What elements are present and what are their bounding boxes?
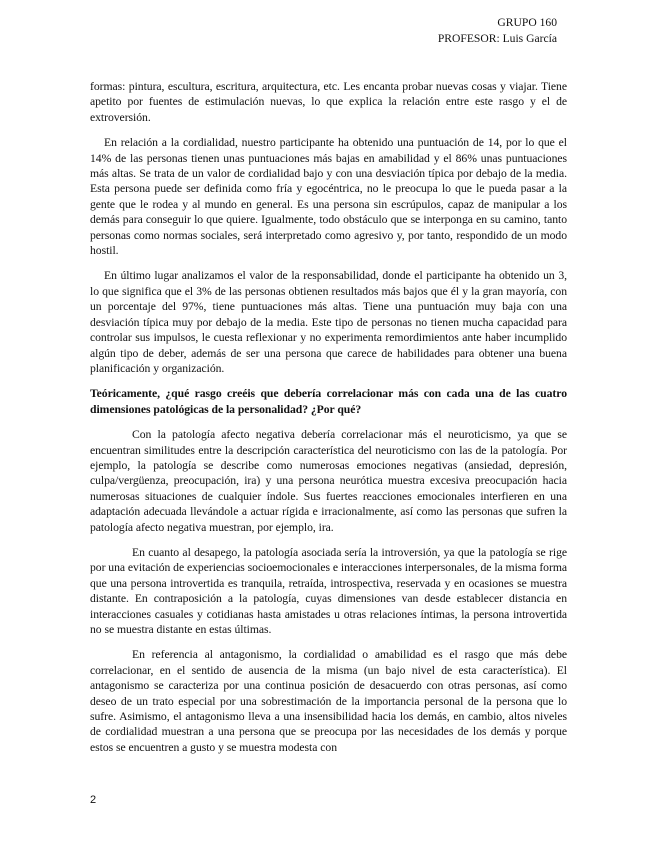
page-header xyxy=(438,15,557,47)
page-number: 2 xyxy=(90,794,97,806)
document-body xyxy=(90,79,567,755)
paragraph-negative-affect: Con la patología afecto negativa debería correlacionar más el neuroticismo, ya que se encuentran similitudes entre la descripción característica del neuroticismo con las de la patología. Por ejemplo, la patología se describe como numerosas emociones negativas (ansiedad, depresión, culpa/vergüenza, preocupación, ira) y una persona neurótica muestra excesiva preocupación hacia numerosas situaciones de cualquier índole. Sus fuertes reacciones emocionales interfieren en una adaptación adecuada llevándole a actuar rígida e irracionalmente, así como las personas que sufren la patología afecto negativa muestran, por ejemplo, ira. xyxy=(90,428,567,534)
professor-label: PROFESOR: Luis García xyxy=(437,32,557,45)
paragraph-antagonism: En referencia al antagonismo, la cordialidad o amabilidad es el rasgo que más debe correlacionar, en el sentido de ausencia de la misma (un bajo nivel de esta característica). El antagonismo se caracteriza por una continua posición de desacuerdo con otras personas, así como deseo de un trato especial por una sobrestimación de la importancia personal de la persona que lo sufre. Asimismo, el antagonismo lleva a una insensibilidad hacia los demás, en cambio, altos niveles de cordialidad muestran a una persona que se preocupa por las necesidades de los demás y porque estos se encuentren a gusto y se muestra modesta con xyxy=(90,648,567,754)
paragraph-responsibility: En último lugar analizamos el valor de la responsabilidad, donde el participante ha obtenido un 3, lo que significa que el 3% de las personas obtienen resultados más bajos que él y la gran mayoría, con un porcentaje del 97%, tiene puntuaciones más altas. Tiene una puntuación muy baja con una desviación típica muy por debajo de la media. Este tipo de personas no tienen mucha capacidad para controlar sus impulsos, le cuesta reflexionar y no experimenta remordimientos ante haber incumplido algún tipo de deber, además de ser una persona que carece de habilidades para obtener una buena planificación y organización. xyxy=(90,269,567,375)
paragraph-openness-continued: formas: pintura, escultura, escritura, arquitectura, etc. Les encanta probar nuevas cosas y viajar. Tiene apetito por fuentes de estimulación nuevas, lo que explica la relación entre este rasgo y el de extroversión. xyxy=(90,80,567,124)
section-question: Teóricamente, ¿qué rasgo creéis que debería correlacionar más con cada una de las cuatro dimensiones patológicas de la personalidad? ¿Por qué? xyxy=(90,387,567,416)
paragraph-detachment: En cuanto al desapego, la patología asociada sería la introversión, ya que la patología se rige por una evitación de experiencias socioemocionales e interacciones interpersonales, de la misma forma que una persona introvertida es tranquila, retraída, introspectiva, reservada y en ocasiones se muestra distante. En contraposición a la patología, cuyas dimensiones van desde establecer distancia en interacciones casuales y cotidianas hasta amistades u otras relaciones íntimas, la persona introvertida no se muestra distante en estas últimas. xyxy=(90,545,567,636)
paragraph-cordiality: En relación a la cordialidad, nuestro participante ha obtenido una puntuación de 14, por lo que el 14% de las personas tienen unas puntuaciones más bajas en amabilidad y el 86% unas puntuaciones más altas. Se trata de un valor de cordialidad bajo y con una desviación típica por debajo de la media. Esta persona puede ser definida como fría y egocéntrica, no le preocupa lo que le pueda pasar a la gente que le rodea y al mundo en general. Es una persona sin escrúpulos, capaz de manipular a los demás para conseguir lo que quiere. Igualmente, todo obstáculo que se interponga en su camino, tanto personas como normas sociales, será interpretado como agresivo y, por tanto, respondido de un modo hostil. xyxy=(90,136,567,258)
group-label: GRUPO 160 xyxy=(497,16,557,29)
